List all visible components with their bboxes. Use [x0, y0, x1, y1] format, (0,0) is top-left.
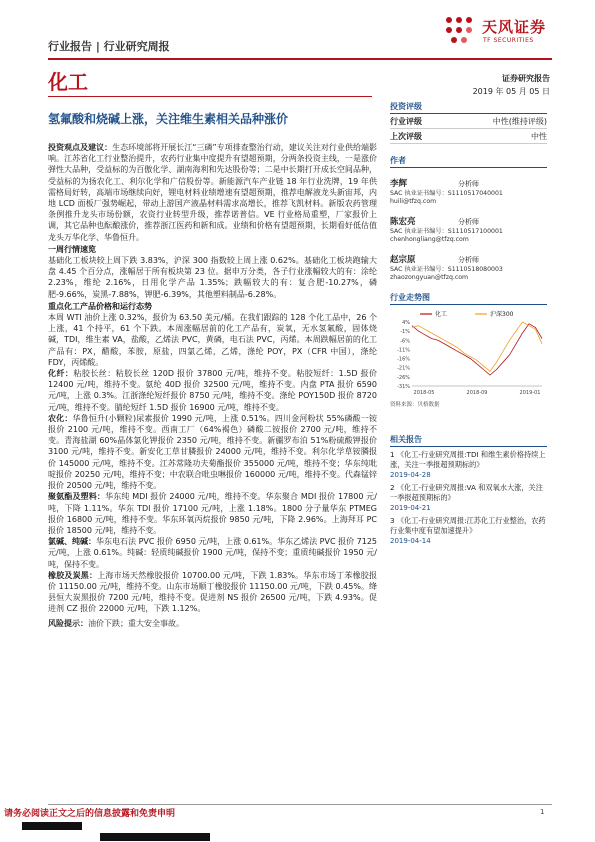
related-header: 相关报告: [390, 434, 547, 447]
prev-rating-label: 上次评级: [390, 131, 422, 141]
header-divider: [48, 58, 552, 60]
legend-label: 化工: [435, 311, 448, 318]
author-item: [390, 209, 547, 244]
footer-divider: [48, 804, 552, 805]
chart-source: 资料来源：贝格数据: [390, 402, 440, 408]
fiber-text: 粘胶长丝：粘胶长丝 120D 报价 37800 元/吨，维持不变。粘胶短纤：1.5D 报价 12400 元/吨，维持不变。氨纶 40D 报价 32500 元/吨，维持不变。内盘 PTA 报价 6590 元/吨，上涨 0.3%。江浙涤纶短纤报价 8750 元/吨，维持不变。涤纶 POY150D 报价 8720 元/吨，维持不变。腈纶短纤 1.5D 报价 16900 元/吨，维持不变。: [48, 369, 378, 412]
risk-paragraph: [48, 618, 377, 629]
brand-logo: [442, 12, 552, 56]
footer-disclaimer: 请务必阅读正文之后的信息披露和免责申明: [4, 809, 176, 819]
author-item: [390, 247, 547, 282]
chlor-paragraph: [48, 536, 377, 570]
rating-panel: [390, 101, 547, 144]
main-body: [48, 142, 377, 629]
rubber-paragraph: [48, 570, 377, 615]
author-role: 分析师: [458, 180, 479, 188]
report-title: 氢氟酸和烧碱上涨，关注维生素相关品种涨价: [48, 112, 289, 126]
prev-rating-value: 中性: [531, 131, 547, 141]
related-title[interactable]: 2 《化工-行业研究周报:VA 和双氧水大涨，关注一季报超预期标的》: [390, 483, 543, 502]
author-sac: SAC 执业证书编号：S1110517100001: [390, 228, 503, 235]
author-name: 李辉: [390, 179, 408, 189]
brand-name-en: TF SECURITIES: [483, 37, 534, 44]
fiber-label: 化纤：: [48, 369, 74, 379]
related-panel: [390, 434, 547, 549]
sector-title: 化工: [48, 70, 88, 94]
author-email[interactable]: chenhongliang@tfzq.com: [390, 236, 469, 243]
x-tick-label: 2018-09: [466, 390, 488, 396]
related-title[interactable]: 3 《化工-行业研究周报:江苏化工行业整治，农药行业集中度有望加速提升》: [390, 516, 546, 535]
pu-label: 聚氨酯及塑料：: [48, 492, 106, 502]
x-tick-label: 2019-01: [519, 390, 541, 396]
author-sac: SAC 执业证书编号：S1110517040001: [390, 190, 503, 197]
y-tick-label: -1%: [400, 329, 410, 336]
report-category: 行业报告 | 行业研究周报: [48, 40, 170, 53]
weekly-text: 基础化工板块较上周下跌 3.83%，沪深 300 指数较上周上涨 0.62%。基础化工板块跑输大盘 4.45 个百分点，涨幅居于所有板块第 23 位。据申万分类，各子行业涨幅较大的有：涂纶 2.23%，维纶 2.16%，日用化学产品 1.35%；跌幅较大的有：复合肥-10.27%，磷肥-9.66%，炭黑-7.88%，钾肥-6.39%，其他塑料制品-6.28%。: [48, 256, 377, 299]
author-name: 陈宏亮: [390, 217, 416, 227]
industry-rating-label: 行业评级: [390, 116, 422, 126]
rubber-label: 橡胶及炭黑：: [48, 570, 98, 580]
fiber-paragraph: [48, 368, 377, 413]
trend-panel: [390, 292, 547, 408]
pu-text: 华东纯 MDI 报价 24000 元/吨，维持不变。华东聚合 MDI 报价 17800 元/吨，下降 1.11%。华东 TDI 报价 17100 元/吨，上涨 1.18%。1800 分子量华东 PTMEG 报价 16800 元/吨，维持不变。华东环氧丙烷报价 9850 元/吨，下降 2.96%。上海拜耳 PC 报价 18500 元/吨，维持不变。: [48, 492, 377, 535]
industry-rating-row: [390, 114, 547, 129]
author-email[interactable]: zhaozongyuan@tfzq.com: [390, 274, 469, 281]
related-date: 2019-04-21: [390, 504, 431, 512]
related-date: 2019-04-14: [390, 537, 431, 545]
y-tick-label: 4%: [402, 320, 410, 326]
y-tick-label: -26%: [397, 374, 410, 381]
legend-label: 沪深300: [490, 311, 514, 318]
related-date: 2019-04-28: [390, 471, 431, 479]
y-tick-label: -6%: [400, 338, 410, 345]
chlor-label: 氯碱、纯碱：: [48, 537, 97, 547]
rubber-text: 上海市场天然橡胶报价 10700.00 元/吨，下跌 1.83%。华东市场丁苯橡胶报价 11150.00 元/吨，维持不变。山东市场顺丁橡胶报价 11150.00 元/吨，下跌 0.45%。绛县恒大炭黑报价 7200 元/吨，维持不变。促进剂 NS 报价 26500 元/吨，下跌 4.93%。促进剂 CZ 报价 22000 元/吨，下跌 1.12%。: [48, 570, 377, 614]
author-email[interactable]: huili@tfzq.com: [390, 198, 437, 205]
chlor-text: 华东电石法 PVC 报价 6950 元/吨，上涨 0.61%。华东乙烯法 PVC 报价 7125 元/吨，上涨 0.61%。纯碱：轻质纯碱报价 1900 元/吨，保持不变；重质纯碱报价 1950 元/吨，保持不变。: [48, 537, 378, 569]
industry-rating-value: 中性(维持评级): [492, 116, 547, 126]
authors-panel: [390, 155, 547, 282]
author-role: 分析师: [458, 256, 479, 264]
prices-heading: 重点化工产品价格和运行态势: [48, 301, 152, 311]
investment-view-label: 投资观点及建议：: [48, 143, 113, 152]
author-name: 赵宗原: [390, 255, 416, 265]
rating-header: 投资评级: [390, 101, 547, 114]
related-title[interactable]: 1 《化工-行业研究周报:TDI 和维生素价格持续上涨，关注一季报超预期标的》: [390, 450, 546, 469]
series-line: [412, 324, 542, 375]
risk-label: 风险提示：: [48, 618, 88, 628]
risk-text: 油价下跌；重大安全事故。: [88, 618, 184, 628]
page-number: 1: [540, 808, 545, 816]
title-divider: [48, 96, 372, 97]
x-tick-label: 2018-05: [413, 390, 435, 396]
y-tick-label: -31%: [397, 384, 410, 390]
report-date: 2019 年 05 月 05 日: [472, 87, 550, 96]
report-type: 证券研究报告: [502, 74, 550, 83]
agri-text: 华鲁恒升(小颗粒)尿素报价 1990 元/吨，上涨 0.51%。四川金河粉状 55%磷酸一铵报价 2100 元/吨，维持不变。西南工厂（64%褐色）磷酸二铵报价 2700 元/吨，维持不变。青海盐湖 60%晶体氯化钾报价 2350 元/吨，维持不变。新疆罗布泊 51%粉硫酸钾报价 3100 元/吨，维持不变。新安化工草甘膦报价 24000 元/吨，维持不变。利尔化学草铵膦报价 145000 元/吨，维持不变。江苏常隆功夫菊酯报价 355000 元/吨，维持不变；华东纯吡啶报价 20250 元/吨，维持不变；中农联合吡虫啉报价 160000 元/吨，维持不变。代森锰锌报价 20500 元/吨，维持不变。: [48, 413, 377, 491]
related-item[interactable]: [390, 483, 547, 513]
author-sac: SAC 执业证书编号：S1110518080003: [390, 266, 503, 273]
authors-header: 作者: [390, 155, 547, 168]
prev-rating-row: [390, 129, 547, 144]
y-tick-label: -21%: [397, 365, 410, 372]
brand-mark-icon: [442, 14, 476, 48]
redaction-mark: [100, 833, 210, 841]
trend-chart: [390, 308, 547, 398]
y-tick-label: -11%: [397, 347, 410, 354]
brand-name-cn: 天风证券: [482, 18, 547, 36]
pu-paragraph: [48, 491, 377, 536]
investment-view-text: 生态环境部将开展长江“三磷”专项排查整治行动，建议关注对行业供给端影响。江苏省化工行业整治提升，农药行业集中度提升有望超预期，分两条投资主线，一是涨价弹性大品种，受益标的为百傲化学、湖南海利和先达股份等；二是中长期打开成长空间品种，受益标的为扬农化工、利尔化学和广信股份等。新能源汽车产业链 18 年行业洗牌，19 年供需格局好转，高端市场继续向好，锂电材料业绩增速有望超预期，推荐电解液龙头新宙邦，内地 LCD 面板厂强势崛起，带动上游国产液晶材料需求高增长，推荐飞凯材料。新版农药管理条例推升龙头市场份额，农资行业转型升级，推荐诺普信。VE 行业格局重塑，厂家报价上调，其它品种也酝酿涨价，推荐浙江医药和新和成。业绩和价格有望超预期，长期看好低估值龙头万华化学、华鲁恒升。: [48, 143, 377, 242]
related-item[interactable]: [390, 450, 547, 480]
redaction-mark: [22, 822, 82, 830]
author-role: 分析师: [458, 218, 479, 226]
agri-label: 农化：: [48, 413, 73, 423]
y-tick-label: -16%: [397, 356, 410, 363]
weekly-heading: 一周行情速览: [48, 244, 96, 254]
investment-view: [48, 142, 377, 243]
author-item: [390, 171, 547, 206]
prices-text: 本周 WTI 油价上涨 0.32%，报价为 63.50 美元/桶。在我们跟踪的 128 个化工品中，26 个上涨，41 个持平，61 个下跌。本周涨幅居前的化工产品有，炭氧，无水氢氟酸，固体烧碱，TDI，维生素 VA，盐酸，乙烯法 PVC，黄磷，电石法 PVC，丙烯。本周跌幅居前的化工产品有：PX，醋酸，苯胺，原盐，四氯乙烯，乙烯，涤纶 POY，PX（CFR 中国），涤纶 FDY，丙烯酸。: [48, 313, 377, 367]
trend-header: 行业走势图: [390, 292, 547, 305]
agri-paragraph: [48, 413, 377, 491]
related-item[interactable]: [390, 516, 547, 546]
